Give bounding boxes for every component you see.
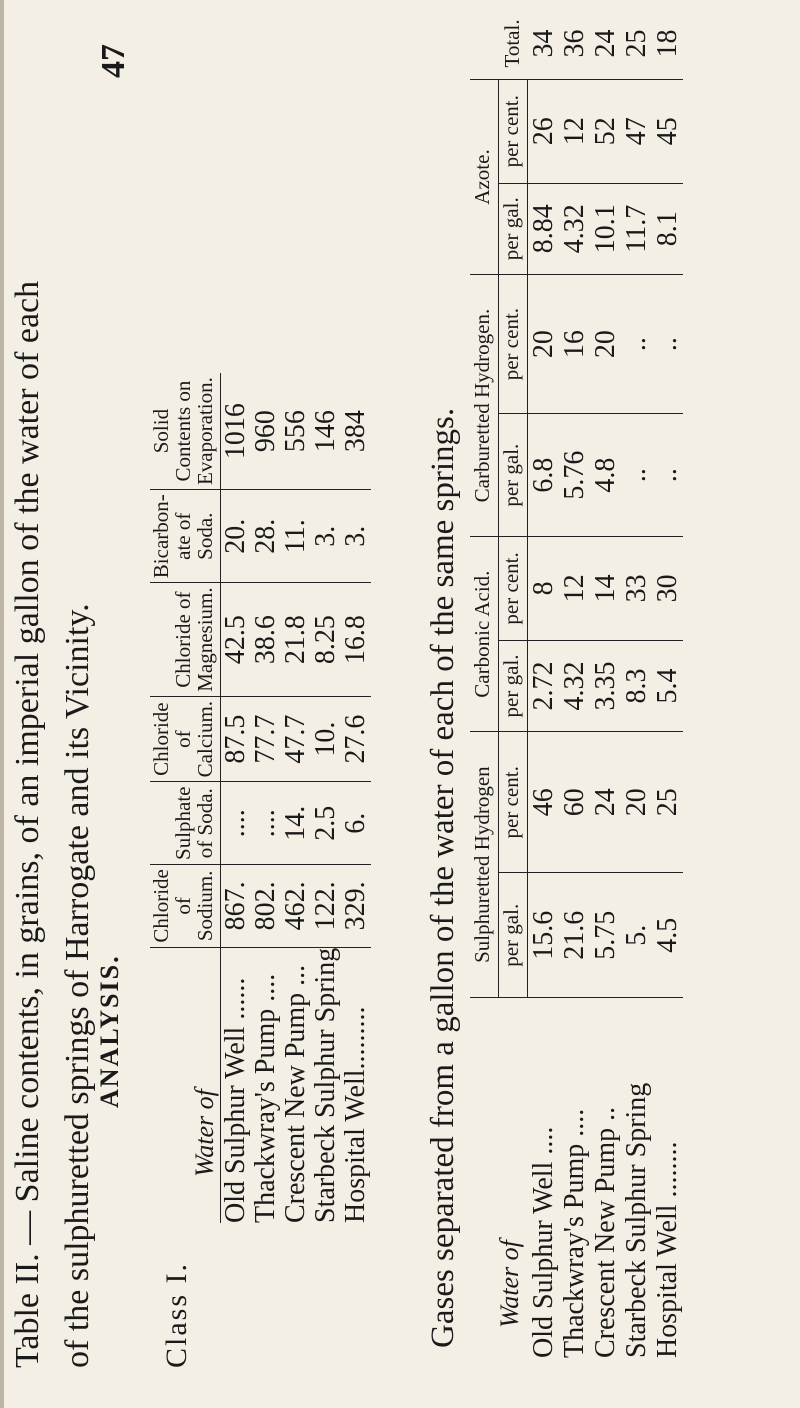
table-cell: 14 <box>590 537 621 641</box>
table-cell: 4.5 <box>652 873 683 998</box>
table-cell: .. <box>621 275 652 414</box>
subheader-per-gal: per gal. <box>499 640 528 731</box>
table-cell: 21.6 <box>559 873 590 998</box>
table-cell: 14. <box>281 782 311 865</box>
header-solid-contents: Solid Contents on Evaporation. <box>150 373 221 490</box>
table-cell: 11. <box>281 490 311 583</box>
spring-name: Thackwray's Pump .... <box>250 973 281 1223</box>
table-cell: 25 <box>621 8 652 79</box>
table-row <box>559 8 590 1358</box>
table-cell: 20. <box>221 490 252 583</box>
spring-name: Starbeck Sulphur Spring <box>310 947 341 1223</box>
spring-name: Starbeck Sulphur Spring <box>621 1082 652 1358</box>
table-cell: 15.6 <box>528 873 560 998</box>
subheader-per-gal: per gal. <box>499 414 528 537</box>
table-cell: 8.84 <box>528 183 560 274</box>
table-cell: 384 <box>341 373 371 490</box>
caption-line-1: Table II. — Saline contents, in grains, of an imperial gallon of the water of each <box>9 280 46 1368</box>
header-carbonic-acid: Carbonic Acid. <box>470 537 499 732</box>
table-cell: 2.72 <box>528 640 560 731</box>
table-cell: 38.6 <box>251 583 281 697</box>
table-cell: 8 <box>528 537 560 641</box>
table-cell: 10. <box>311 696 341 782</box>
table-cell: 45 <box>652 79 683 183</box>
table-cell: 12 <box>559 537 590 641</box>
header-carburetted-hydrogen: Carburetted Hydrogen. <box>470 275 499 537</box>
running-head-title: ANALYSIS. <box>95 954 124 1108</box>
table-cell: 18 <box>652 8 683 79</box>
table-cell: 16 <box>559 275 590 414</box>
table-cell: .. <box>621 414 652 537</box>
table-cell: 4.32 <box>559 640 590 731</box>
header-water-of-gases: Water of <box>494 1240 524 1328</box>
subheader-per-cent: per cent. <box>499 732 528 873</box>
table-cell: 52 <box>590 79 621 183</box>
table-cell: 5.75 <box>590 873 621 998</box>
table-cell: 867. <box>221 865 252 948</box>
subheader-per-cent: per cent. <box>499 79 528 183</box>
table-cell: 3. <box>341 490 371 583</box>
table-cell: 87.5 <box>221 696 252 782</box>
table-cell: .... <box>251 782 281 865</box>
class-label: Class I. <box>160 1262 193 1368</box>
table-row <box>621 8 652 1358</box>
table-cell: 36 <box>559 8 590 79</box>
table-cell: 16.8 <box>341 583 371 697</box>
table-cell: 3.35 <box>590 640 621 731</box>
header-water-of: Water of <box>150 947 221 1223</box>
table-cell: 33 <box>621 537 652 641</box>
header-sulphate-soda: Sulphate of Soda. <box>150 782 221 865</box>
subheader-per-cent: per cent. <box>499 537 528 641</box>
header-chloride-magnesium: Chloride of Magnesium. <box>150 583 221 697</box>
table-cell: 5.4 <box>652 640 683 731</box>
table-cell: 5. <box>621 873 652 998</box>
header-chloride-calcium: Chloride of Calcium. <box>150 696 221 782</box>
spring-name: Hospital Well ........ <box>652 1141 683 1358</box>
table-cell: 6. <box>341 782 371 865</box>
table-cell: 960 <box>251 373 281 490</box>
table-cell: 8.3 <box>621 640 652 731</box>
table-cell: 1016 <box>221 373 252 490</box>
spring-name: Thackwray's Pump .... <box>559 1108 590 1358</box>
table-cell: 329. <box>341 865 371 948</box>
header-sulphuretted-hydrogen: Sulphuretted Hydrogen <box>470 732 499 998</box>
table-cell: 34 <box>528 8 560 79</box>
table-cell: 20 <box>590 275 621 414</box>
header-total: Total. <box>470 8 528 79</box>
subheader-per-gal: per gal. <box>499 873 528 998</box>
gases-table <box>470 8 683 1358</box>
table-cell: 8.1 <box>652 183 683 274</box>
table-cell: 146 <box>311 373 341 490</box>
table-cell: 3. <box>311 490 341 583</box>
table-row <box>652 8 683 1358</box>
gases-subtitle: Gases separated from a gallon of the water of each of the same springs. <box>425 407 461 1348</box>
table-cell: 21.8 <box>281 583 311 697</box>
table-cell: 30 <box>652 537 683 641</box>
table-cell: 8.25 <box>311 583 341 697</box>
table-cell: 462. <box>281 865 311 948</box>
table-cell: .. <box>652 275 683 414</box>
table-cell: .. <box>652 414 683 537</box>
spring-name: Crescent New Pump .. <box>590 1106 621 1358</box>
spring-name: Old Sulphur Well ...... <box>220 977 251 1223</box>
spring-name: Old Sulphur Well .... <box>527 1126 559 1358</box>
table-cell: 5.76 <box>559 414 590 537</box>
table-cell: 802. <box>251 865 281 948</box>
table-cell: 122. <box>311 865 341 948</box>
table-cell: 77.7 <box>251 696 281 782</box>
caption-line-2: of the sulphuretted springs of Harrogate and its Vicinity. <box>59 603 96 1368</box>
spring-name: Hospital Well......... <box>340 1006 371 1223</box>
spring-name: Crescent New Pump ... <box>280 964 311 1223</box>
table-cell: 28. <box>251 490 281 583</box>
subheader-per-cent: per cent. <box>499 275 528 414</box>
table-cell: 6.8 <box>528 414 560 537</box>
header-chloride-sodium: Chloride of Sodium. <box>150 865 221 948</box>
table-row <box>528 8 560 1358</box>
table-cell: 24 <box>590 8 621 79</box>
table-cell: 27.6 <box>341 696 371 782</box>
table-cell: 2.5 <box>311 782 341 865</box>
table-cell: 25 <box>652 732 683 873</box>
table-cell: 20 <box>528 275 560 414</box>
table-cell: 4.32 <box>559 183 590 274</box>
table-row <box>590 8 621 1358</box>
table-cell: 42.5 <box>221 583 252 697</box>
table-cell: 4.8 <box>590 414 621 537</box>
table-cell: 46 <box>528 732 560 873</box>
subheader-per-gal: per gal. <box>499 183 528 274</box>
table-cell: .... <box>221 782 252 865</box>
table-cell: 556 <box>281 373 311 490</box>
header-bicarbonate-soda: Bicarbon-ate of Soda. <box>150 490 221 583</box>
page-number: 47 <box>95 44 132 78</box>
table-cell: 10.1 <box>590 183 621 274</box>
table-cell: 47 <box>621 79 652 183</box>
header-azote: Azote. <box>470 79 499 274</box>
table-cell: 60 <box>559 732 590 873</box>
table-cell: 12 <box>559 79 590 183</box>
table-cell: 26 <box>528 79 560 183</box>
table-cell: 20 <box>621 732 652 873</box>
table-cell: 11.7 <box>621 183 652 274</box>
table-cell: 47.7 <box>281 696 311 782</box>
table-cell: 24 <box>590 732 621 873</box>
